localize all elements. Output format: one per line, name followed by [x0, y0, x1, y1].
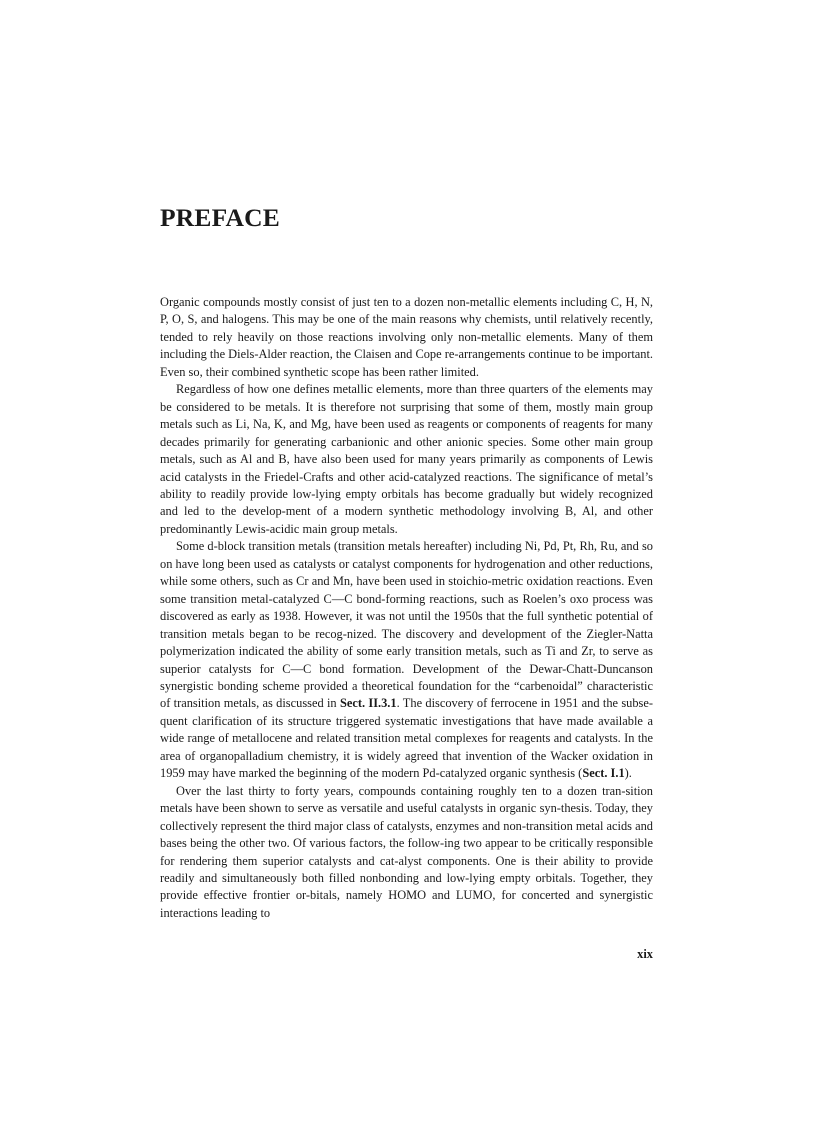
paragraph-text: Some d-block transition metals (transition metals hereafter) including Ni, Pd, Pt, Rh, Ru, and so on have long been used as catalysts or catalyst components for hydrogenation and other reductions, while some others, such as Cr and Mn, have been used in stoichio-metric oxidation reactions. Even some transition metal-catalyzed C—C bond-forming reactions, such as Roelen’s oxo process was discovered as early as 1938. However, it was not until the 1950s that the full synthetic potential of transition metals began to be recog-nized. The discovery and development of the Ziegler-Natta polymerization indicated the ability of some early transition metals, such as Ti and Zr, to serve as superior catalysts for C—C bond formation. Development of the Dewar-Chatt-Duncanson synergistic bonding scheme provided a theoretical foundation for the “carbenoidal” characteristic of transition metals, as discussed in — [160, 539, 653, 711]
paragraph-3 — [160, 538, 653, 782]
paragraph-text: ). — [624, 766, 632, 781]
paragraph-text: . The discovery of ferrocene in 1951 and the subse-quent clarification of its structure triggered systematic investigations that have made available a wide range of metallocene and related transition metal complexes for reagents and catalysts. In the area of organopalladium chemistry, it is widely agreed that invention of the Wacker oxidation in 1959 may have marked the beginning of the modern Pd-catalyzed organic synthesis ( — [160, 696, 653, 781]
paragraph-1 — [160, 294, 653, 381]
page-title: PREFACE — [160, 203, 280, 232]
paragraph-4 — [160, 783, 653, 923]
preface-body — [160, 294, 653, 922]
paragraph-text: Over the last thirty to forty years, compounds containing roughly ten to a dozen tran-sition metals have been shown to serve as versatile and useful catalysts in organic syn-thesis. Today, they collectively represent the third major class of catalysts, enzymes and non-transition metal acids and bases being the other two. Of various factors, the follow-ing two appear to be critically responsible for rendering them superior catalysts and cat-alyst components. One is their ability to provide readily and simultaneously both filled nonbonding and low-lying empty orbitals. Together, they provide effective frontier or-bitals, namely HOMO and LUMO, for concerted and synergistic interactions leading to — [160, 783, 653, 920]
section-reference: Sect. I.1 — [582, 766, 625, 781]
paragraph-text: Organic compounds mostly consist of just ten to a dozen non-metallic elements including C, H, N, P, O, S, and halogens. This may be one of the main reasons why chemists, until relatively recently, tended to rely heavily on those reactions involving only non-metallic elements. Many of them including the Diels-Alder reaction, the Claisen and Cope re-arrangements continue to be important. Even so, their combined synthetic scope has been rather limited. — [160, 295, 653, 379]
paragraph-text: Regardless of how one defines metallic elements, more than three quarters of the elements may be considered to be metals. It is therefore not surprising that some of them, mostly main group metals such as Li, Na, K, and Mg, have been used as reagents or components of reagents for many decades primarily for generating carbanionic and other anionic species. Some other main group metals, such as Al and B, have also been used for many years primarily as components of Lewis acid catalysts in the Friedel-Crafts and other acid-catalyzed reactions. The significance of metal’s ability to readily provide low-lying empty orbitals has become gradually but widely recognized and led to the develop-ment of a modern synthetic methodology involving B, Al, and other predominantly Lewis-acidic main group metals. — [160, 382, 653, 536]
paragraph-2 — [160, 381, 653, 538]
page-number: xix — [637, 947, 653, 961]
section-reference: Sect. II.3.1 — [339, 696, 397, 711]
